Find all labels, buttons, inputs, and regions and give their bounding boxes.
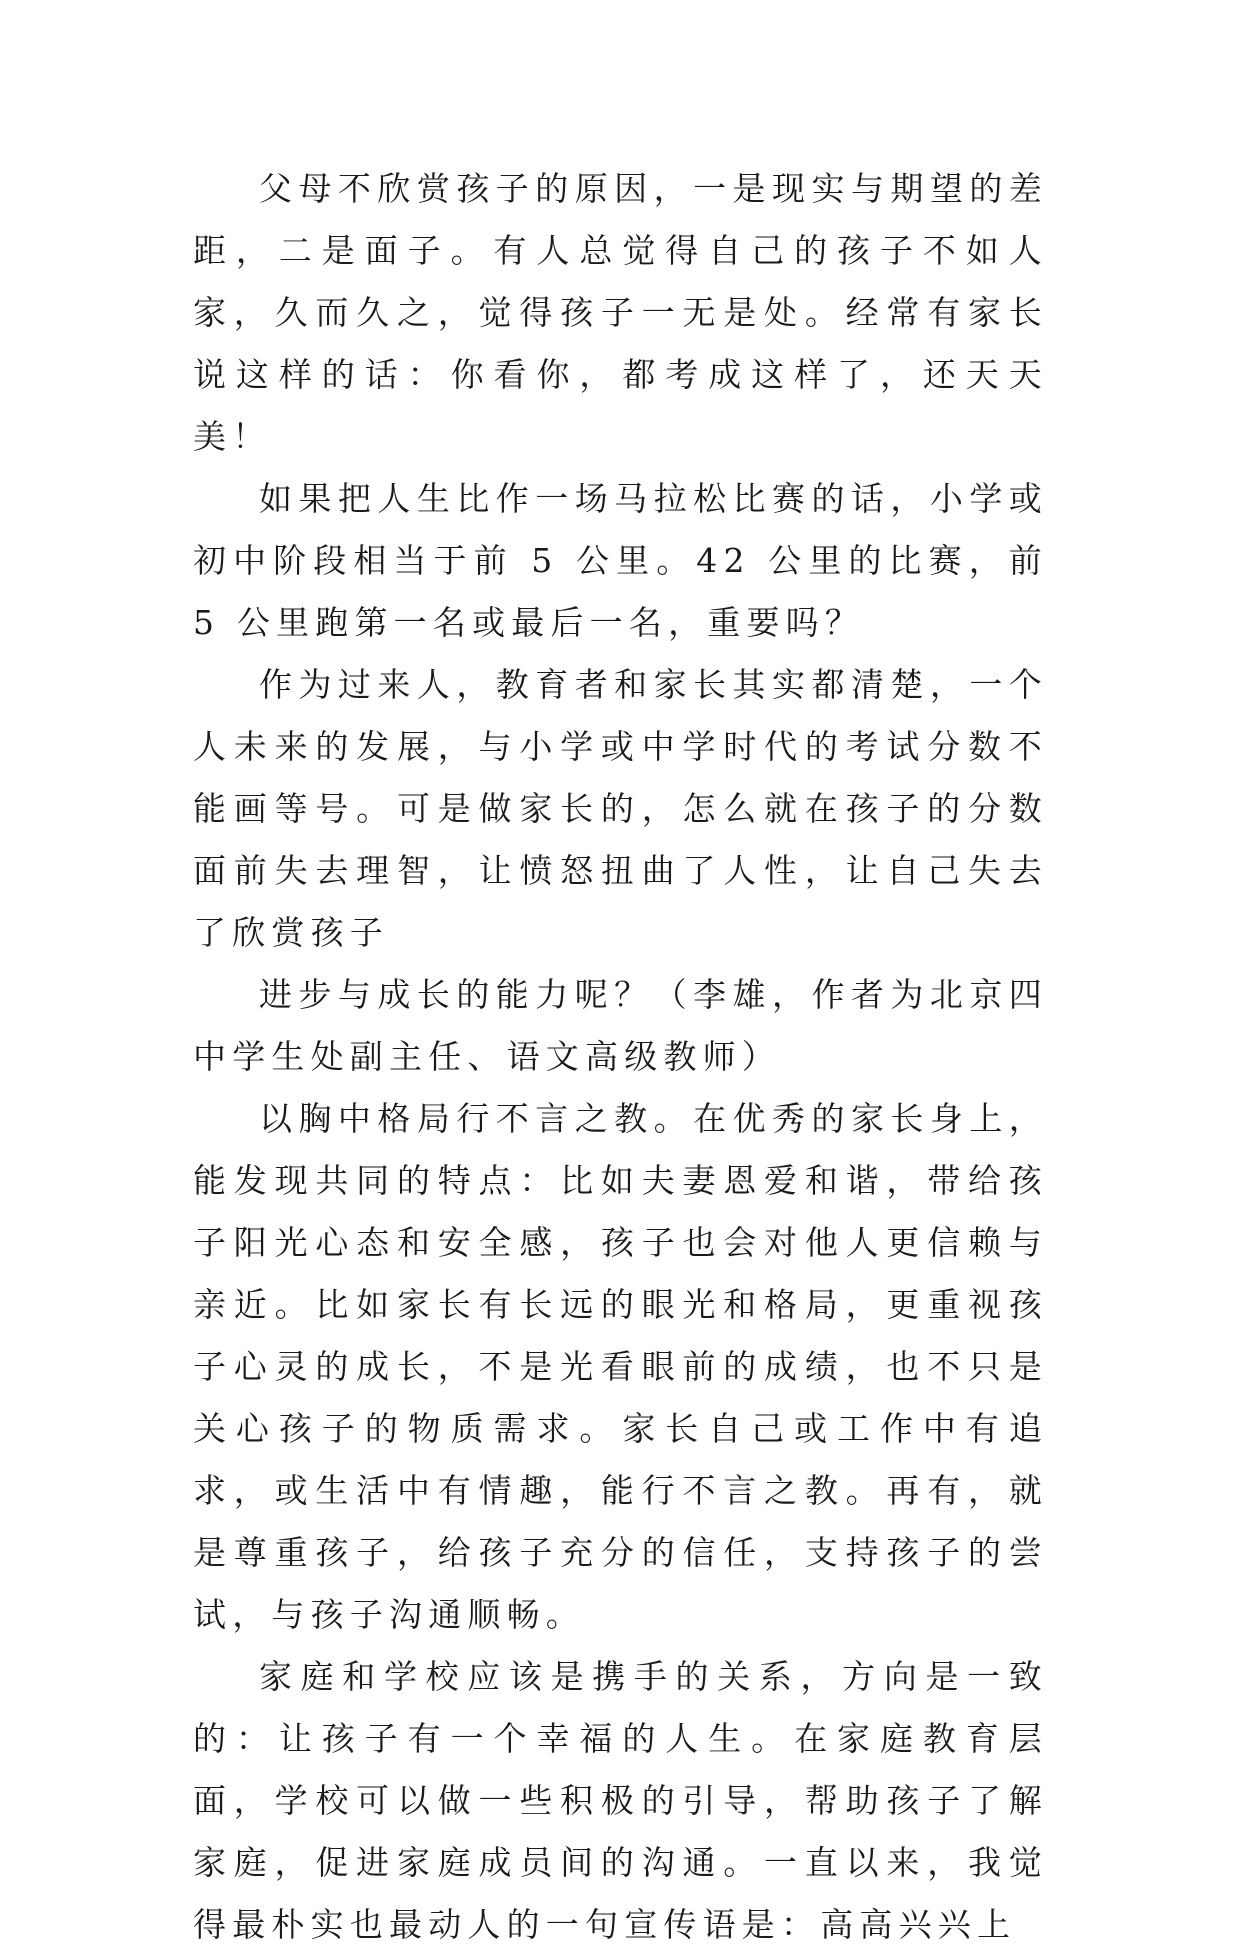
document-page — [193, 158, 1048, 1956]
paragraph-parent-appreciation: 父母不欣赏孩子的原因，一是现实与期望的差距，二是面子。有人总觉得自己的孩子不如人家，久而久之，觉得孩子一无是处。经常有家长说这样的话：你看你，都考成这样了，还天天美！ — [193, 169, 1048, 456]
paragraph-author-note: 进步与成长的能力呢？（李雄，作者为北京四中学生处副主任、语文高级教师） — [193, 975, 1048, 1076]
paragraph-family-pattern: 以胸中格局行不言之教。在优秀的家长身上，能发现共同的特点：比如夫妻恩爱和谐，带给孩子阳光心态和安全感，孩子也会对他人更信赖与亲近。比如家长有长远的眼光和格局，更重视孩子心灵的成长，不是光看眼前的成绩，也不只是关心孩子的物质需求。家长自己或工作中有追求，或生活中有情趣，能行不言之教。再有，就是尊重孩子，给孩子充分的信任，支持孩子的尝试，与孩子沟通顺畅。 — [193, 1099, 1048, 1634]
paragraph-marathon: 如果把人生比作一场马拉松比赛的话，小学或初中阶段相当于前 5 公里。42 公里的比赛，前 5 公里跑第一名或最后一名，重要吗？ — [193, 479, 1048, 642]
paragraph-educators: 作为过来人，教育者和家长其实都清楚，一个人未来的发展，与小学或中学时代的考试分数不能画等号。可是做家长的，怎么就在孩子的分数面前失去理智，让愤怒扭曲了人性，让自己失去了欣赏孩子 — [193, 665, 1048, 952]
paragraph-home-school: 家庭和学校应该是携手的关系，方向是一致的：让孩子有一个幸福的人生。在家庭教育层面，学校可以做一些积极的引导，帮助孩子了解家庭，促进家庭成员间的沟通。一直以来，我觉得最朴实也最动人的一句宣传语是：高高兴兴上 — [193, 1657, 1048, 1944]
